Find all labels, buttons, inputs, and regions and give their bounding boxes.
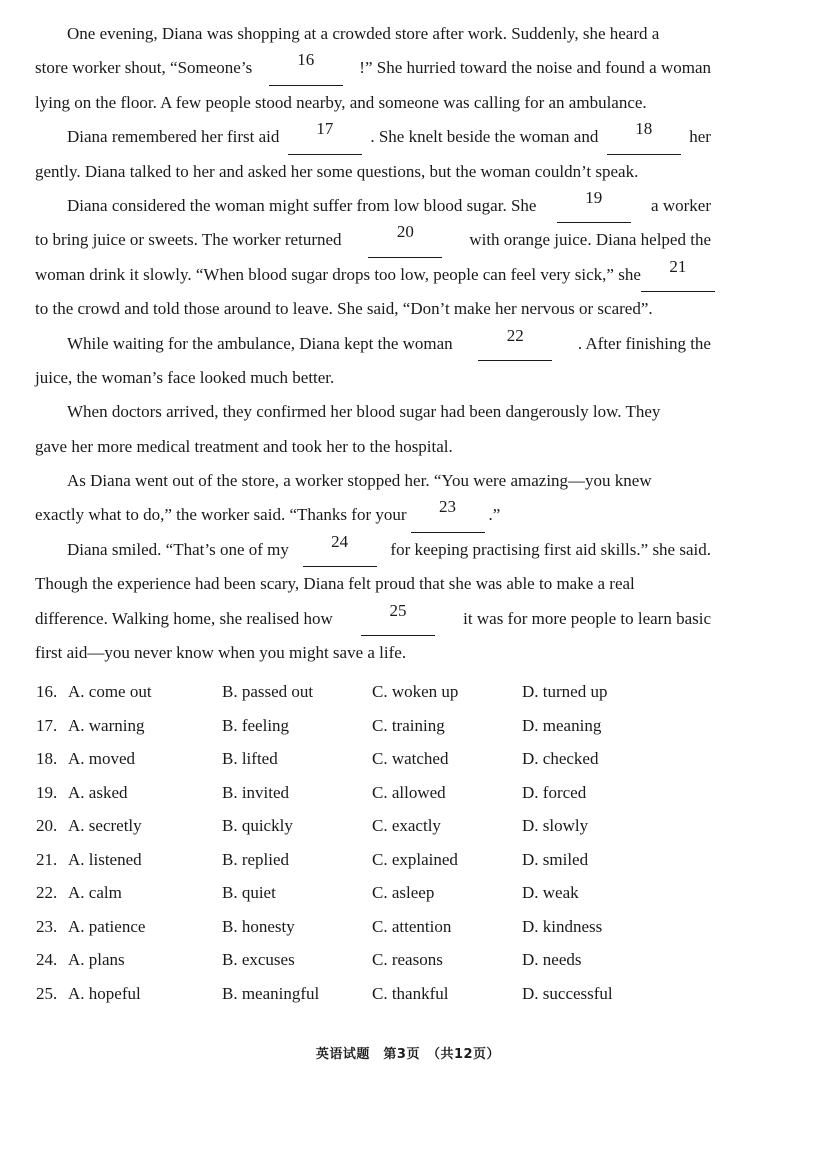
blank-23: 23: [411, 498, 485, 532]
question-number: 23.: [36, 916, 58, 936]
option-row-21: [36, 843, 676, 877]
option-c: C. explained: [372, 849, 458, 869]
option-row-20: [36, 809, 676, 843]
option-a: A. calm: [68, 883, 122, 902]
question-number: 16.: [36, 682, 58, 701]
option-c: C. allowed: [372, 782, 446, 802]
question-number: 24.: [36, 950, 58, 969]
option-d: D. turned up: [522, 682, 608, 701]
option-b: B. lifted: [222, 749, 278, 768]
passage-line: to bring juice or sweets. The worker returned 20 with orange juice. Diana helped the: [35, 223, 711, 257]
option-c: C. thankful: [372, 983, 449, 1003]
question-number: 21.: [36, 849, 58, 869]
blank-22: 22: [478, 327, 552, 361]
option-c: C. woken up: [372, 682, 459, 701]
option-a: A. moved: [68, 749, 136, 768]
question-number: 25.: [36, 983, 58, 1003]
passage-line: lying on the floor. A few people stood nearby, and someone was calling for an ambulance.: [35, 92, 647, 112]
option-row-16: [36, 675, 676, 709]
option-row-23: [36, 910, 676, 944]
passage-line: One evening, Diana was shopping at a crowded store after work. Suddenly, she heard a: [67, 24, 660, 43]
question-number: 22.: [36, 883, 58, 902]
blank-25: 25: [361, 602, 435, 636]
passage-line: Though the experience had been scary, Diana felt proud that she was able to make a real: [35, 574, 635, 594]
option-b: B. meaningful: [222, 983, 320, 1003]
option-d: D. smiled: [522, 849, 589, 869]
option-b: B. honesty: [222, 916, 295, 936]
passage-line: woman drink it slowly. “When blood sugar drops too low, people can feel very sick,” she 21: [35, 258, 711, 292]
option-b: B. passed out: [222, 682, 314, 701]
option-c: C. reasons: [372, 950, 443, 969]
option-c: C. watched: [372, 749, 449, 768]
passage-line: Diana considered the woman might suffer from low blood sugar. She 19 a worker: [35, 189, 711, 223]
option-row-25: [36, 977, 676, 1011]
question-number: 17.: [36, 715, 58, 735]
option-row-24: [36, 943, 676, 977]
page-footer: 英语试题 第3页 （共12页）: [315, 1047, 501, 1062]
answer-options: [36, 675, 676, 1010]
passage-line: juice, the woman’s face looked much better.: [35, 367, 335, 387]
option-c: C. asleep: [372, 883, 435, 902]
option-b: B. invited: [222, 782, 290, 802]
option-d: D. meaning: [522, 715, 602, 735]
blank-19: 19: [557, 189, 631, 223]
option-a: A. secretly: [68, 816, 142, 835]
option-d: D. needs: [522, 950, 582, 969]
option-c: C. attention: [372, 916, 452, 936]
option-row-22: [36, 876, 676, 910]
option-b: B. feeling: [222, 715, 290, 735]
option-row-19: [36, 776, 676, 810]
passage-line: gently. Diana talked to her and asked her some questions, but the woman couldn’t speak.: [35, 161, 639, 181]
option-a: A. listened: [68, 849, 142, 869]
passage-line: When doctors arrived, they confirmed her blood sugar had been dangerously low. They: [67, 402, 661, 422]
passage-line: While waiting for the ambulance, Diana kept the woman 22 . After finishing the: [35, 327, 711, 361]
option-b: B. quiet: [222, 883, 276, 902]
option-a: A. plans: [68, 950, 125, 969]
passage-line: As Diana went out of the store, a worker stopped her. “You were amazing—you knew: [67, 471, 652, 491]
option-d: D. forced: [522, 782, 587, 802]
passage-line: to the crowd and told those around to leave. She said, “Don’t make her nervous or scared”.: [35, 299, 653, 319]
option-d: D. kindness: [522, 916, 603, 936]
question-number: 18.: [36, 749, 58, 768]
cloze-passage: [35, 17, 711, 670]
passage-line: Diana smiled. “That’s one of my 24 for keeping practising first aid skills.” she said.: [35, 533, 711, 567]
option-d: D. weak: [522, 883, 579, 902]
blank-18: 18: [607, 120, 681, 154]
blank-20: 20: [368, 223, 442, 257]
blank-16: 16: [269, 51, 343, 85]
passage-line: first aid—you never know when you might save a life.: [35, 643, 407, 663]
blank-21: 21: [641, 258, 715, 292]
passage-line: difference. Walking home, she realised how 25 it was for more people to learn basic: [35, 602, 711, 636]
option-b: B. quickly: [222, 816, 293, 835]
option-a: A. patience: [68, 916, 146, 936]
passage-line: store worker shout, “Someone’s 16 !” She hurried toward the noise and found a woman: [35, 51, 711, 85]
option-c: C. exactly: [372, 816, 441, 835]
passage-line: Diana remembered her first aid 17 . She knelt beside the woman and 18 her: [35, 120, 711, 154]
passage-line: gave her more medical treatment and took her to the hospital.: [35, 436, 453, 456]
option-a: A. warning: [68, 715, 145, 735]
option-row-17: [36, 709, 676, 743]
option-d: D. successful: [522, 983, 613, 1003]
option-a: A. asked: [68, 782, 128, 802]
option-d: D. checked: [522, 749, 599, 768]
option-c: C. training: [372, 715, 445, 735]
question-number: 19.: [36, 782, 58, 802]
blank-24: 24: [303, 533, 377, 567]
passage-line: exactly what to do,” the worker said. “Thanks for your 23 .”: [35, 498, 711, 532]
option-a: A. come out: [68, 682, 152, 701]
option-a: A. hopeful: [68, 983, 141, 1003]
option-b: B. excuses: [222, 950, 295, 969]
blank-17: 17: [288, 120, 362, 154]
option-b: B. replied: [222, 849, 290, 869]
question-number: 20.: [36, 816, 58, 835]
option-row-18: [36, 742, 676, 776]
option-d: D. slowly: [522, 816, 589, 835]
